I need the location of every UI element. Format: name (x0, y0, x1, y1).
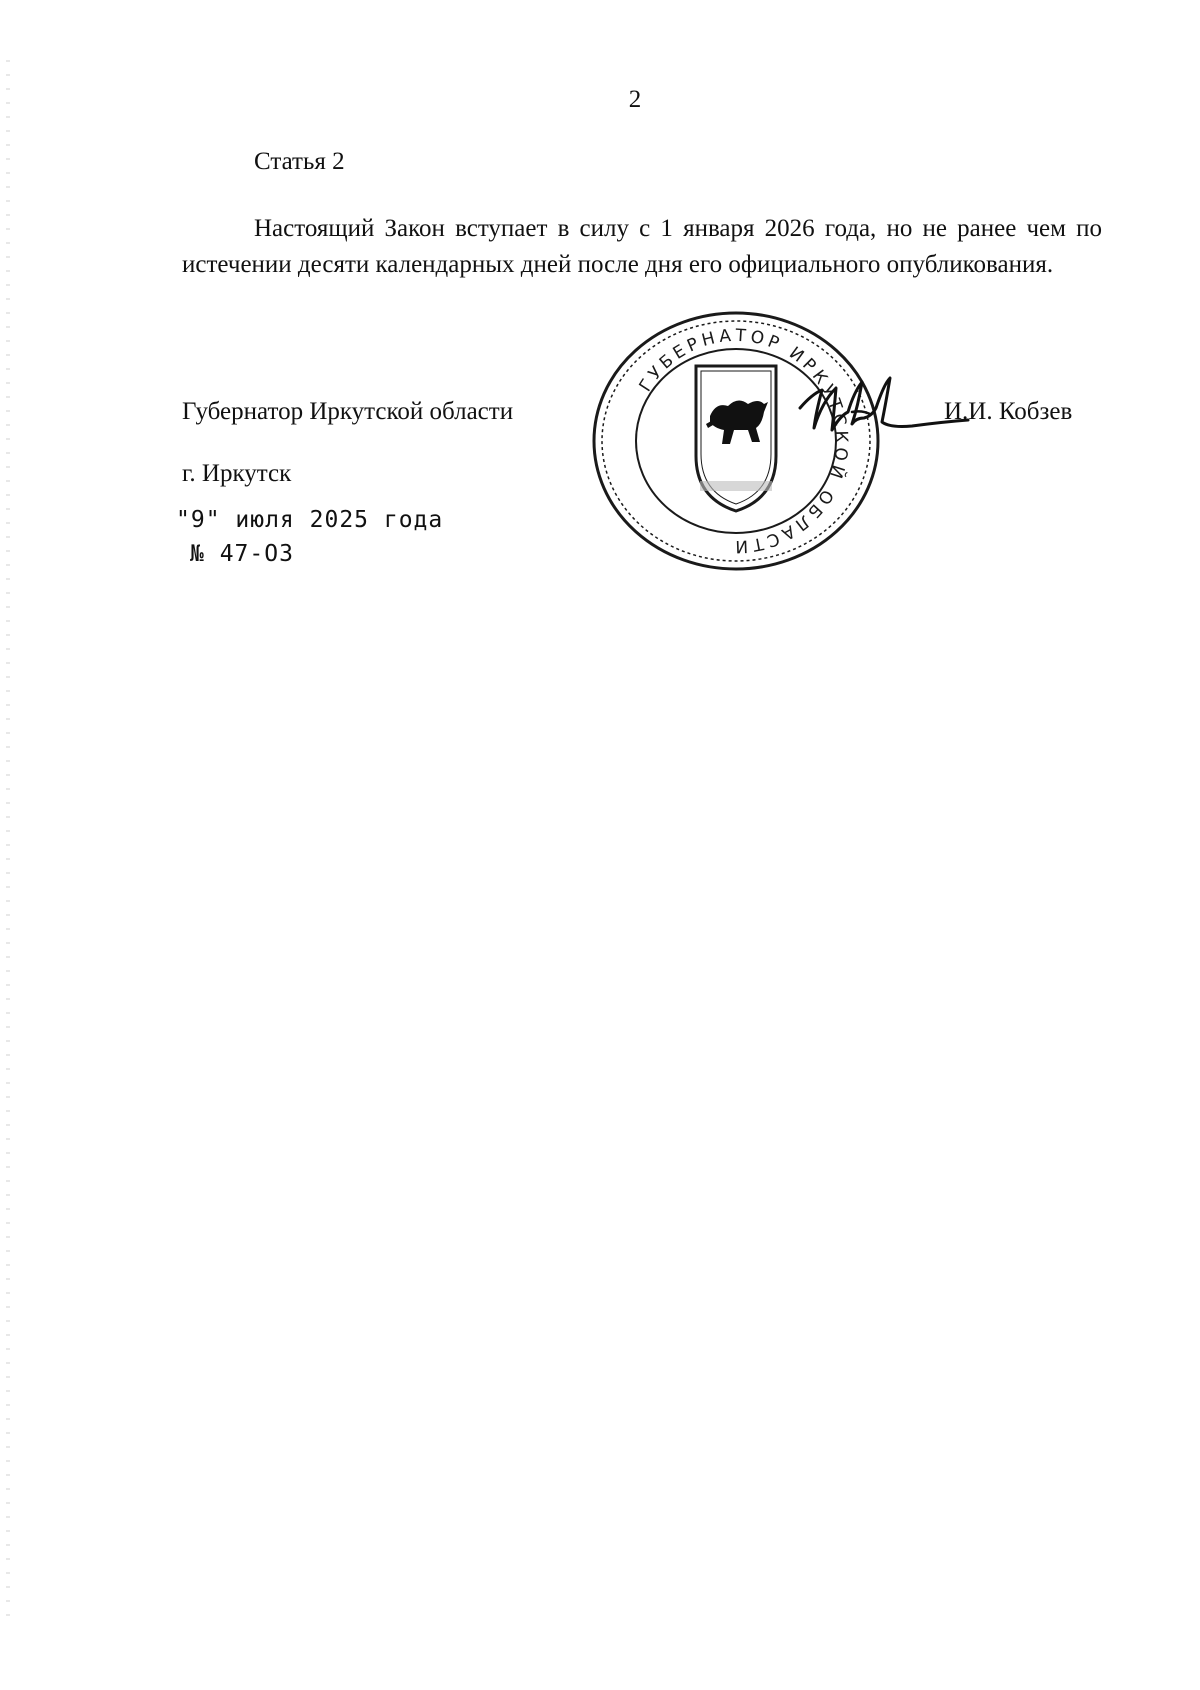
signatory-name: И.И. Кобзев (944, 398, 1073, 425)
scan-margin-marks (6, 60, 10, 1620)
signing-city: г. Иркутск (182, 460, 292, 487)
law-number: № 47-ОЗ (190, 541, 294, 567)
seal-text-path: ГУБЕРНАТОР ИРКУТСКОЙ ОБЛАСТИ (635, 325, 852, 557)
page-number: 2 (628, 86, 642, 113)
article-body-text: Настоящий Закон вступает в силу с 1 января 2026 года, но не ранее чем по истечении десяти календарных дней после дня его официального опубликования. (182, 215, 1102, 278)
signatory-title: Губернатор Иркутской области (182, 398, 514, 425)
article-title: Статья 2 (254, 148, 345, 175)
signing-date: "9" июля 2025 года (176, 507, 444, 533)
